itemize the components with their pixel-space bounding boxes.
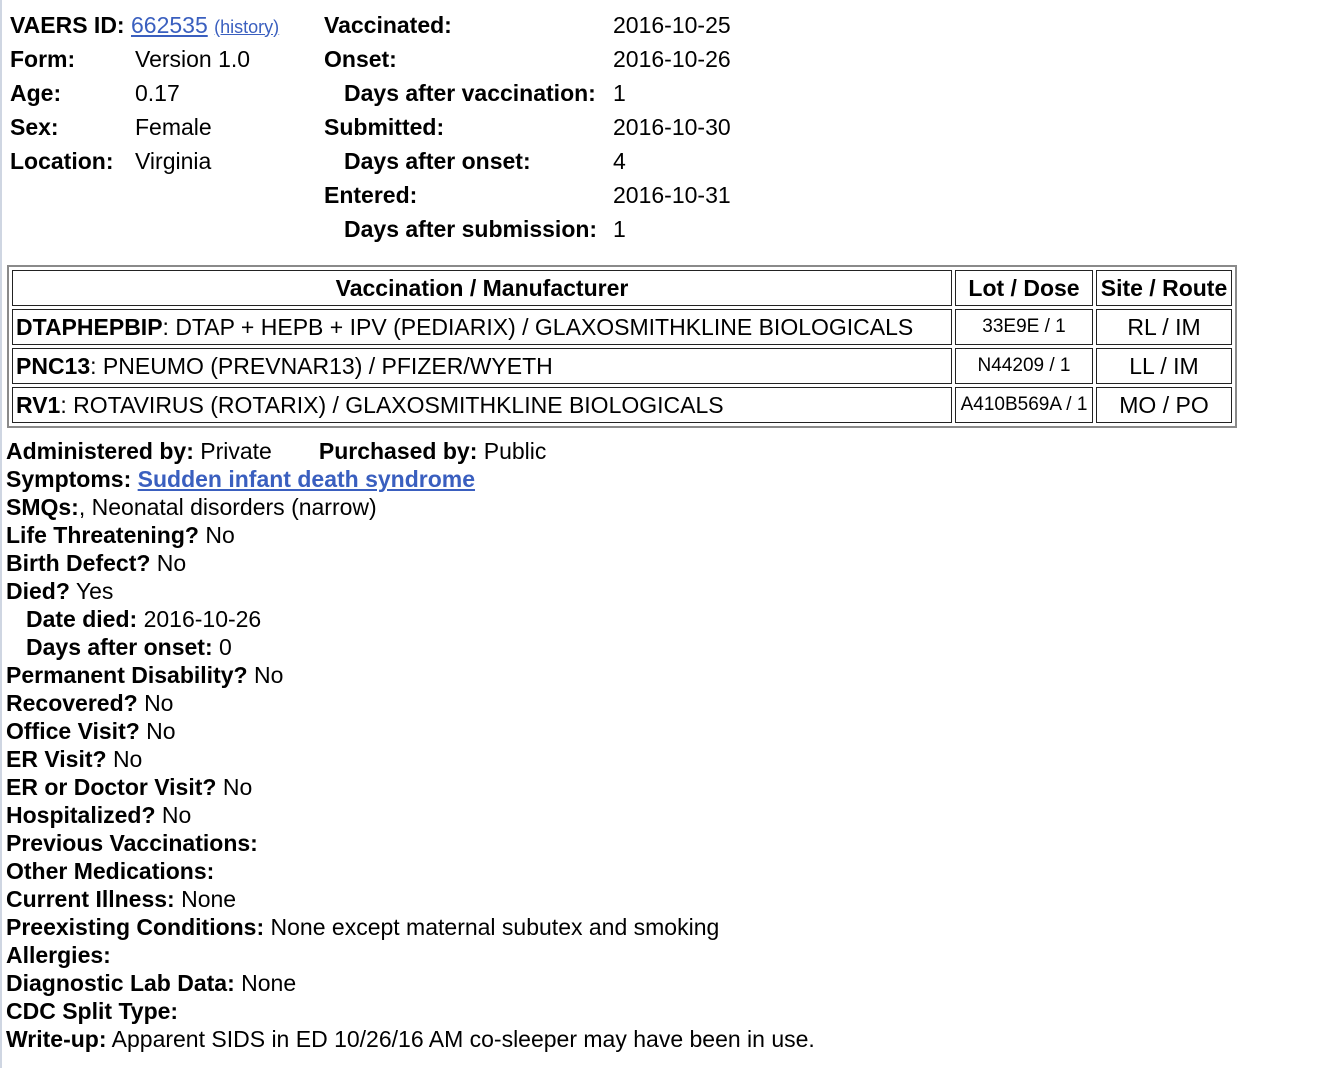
report-header xyxy=(10,8,731,246)
er-visit-value: No xyxy=(112,746,143,772)
vaccine-desc: : DTAP + HEPB + IPV (PEDIARIX) / GLAXOSMITHKLINE BIOLOGICALS xyxy=(162,313,914,340)
vaccine-cell xyxy=(12,309,952,345)
page-left-border xyxy=(0,0,2,1068)
vaccine-cell xyxy=(12,348,952,384)
permanent-disability-label: Permanent Disability? xyxy=(6,662,248,688)
days-after-onset-value: 4 xyxy=(613,147,626,174)
preexisting-conditions-row xyxy=(6,913,815,941)
vaccinated-label-cell xyxy=(294,8,613,42)
birth-defect-row xyxy=(6,549,815,577)
life-threatening-label: Life Threatening? xyxy=(6,522,199,548)
history-link[interactable]: (history) xyxy=(214,16,280,37)
vaccine-code: RV1 xyxy=(16,391,61,418)
submitted-label-cell xyxy=(294,110,613,144)
form-value: Version 1.0 xyxy=(135,45,251,72)
smqs-label: SMQs: xyxy=(6,494,79,520)
died-days-onset-label: Days after onset: xyxy=(26,634,213,660)
vaccinated-value: 2016-10-25 xyxy=(613,11,731,38)
sex-label-cell xyxy=(10,110,135,144)
diagnostic-lab-row xyxy=(6,969,815,997)
symptoms-row xyxy=(6,465,815,493)
write-up-value: Apparent SIDS in ED 10/26/16 AM co-sleeper may have been in use. xyxy=(111,1026,815,1052)
recovered-label: Recovered? xyxy=(6,690,138,716)
hospitalized-value: No xyxy=(161,802,192,828)
other-medications-row xyxy=(6,857,815,885)
birth-defect-label: Birth Defect? xyxy=(6,550,151,576)
location-value: Virginia xyxy=(135,147,212,174)
form-label-cell xyxy=(10,42,135,76)
purchased-value: Public xyxy=(483,438,547,464)
administered-label: Administered by: xyxy=(6,438,194,464)
col-header-site-route: Site / Route xyxy=(1096,270,1232,306)
smqs-value: , Neonatal disorders (narrow) xyxy=(78,494,377,520)
age-label: Age: xyxy=(10,79,62,106)
location-label-cell xyxy=(10,144,135,178)
lot-dose-cell: A410B569A / 1 xyxy=(955,387,1093,423)
onset-value: 2016-10-26 xyxy=(613,45,731,72)
lot-dose-cell: N44209 / 1 xyxy=(955,348,1093,384)
site-route-cell: LL / IM xyxy=(1096,348,1232,384)
permanent-disability-value: No xyxy=(253,662,284,688)
hospitalized-row xyxy=(6,801,815,829)
administered-value: Private xyxy=(200,438,272,464)
current-illness-value: None xyxy=(181,886,237,912)
days-after-sub-label-cell xyxy=(294,212,613,246)
vaers-id-link[interactable]: 662535 xyxy=(130,11,208,38)
vaccination-table xyxy=(7,265,1237,428)
died-row xyxy=(6,577,815,605)
died-label: Died? xyxy=(6,578,70,604)
days-after-onset-label-cell xyxy=(294,144,613,178)
died-value: Yes xyxy=(75,578,114,604)
preexisting-conditions-value: None except maternal subutex and smoking xyxy=(270,914,720,940)
er-doctor-visit-row xyxy=(6,773,815,801)
smqs-row xyxy=(6,493,815,521)
location-label: Location: xyxy=(10,147,114,174)
site-route-cell: MO / PO xyxy=(1096,387,1232,423)
vaccinated-label: Vaccinated: xyxy=(324,11,452,38)
vaers-id-cell xyxy=(10,8,294,42)
died-days-onset-row xyxy=(6,633,815,661)
entered-value: 2016-10-31 xyxy=(613,181,731,208)
onset-label-cell xyxy=(294,42,613,76)
died-days-onset-value: 0 xyxy=(219,634,232,660)
entered-label: Entered: xyxy=(324,181,418,208)
col-header-vaccination: Vaccination / Manufacturer xyxy=(12,270,952,306)
vaccine-code: DTAPHEPBIP xyxy=(16,313,163,340)
write-up-row xyxy=(6,1025,815,1053)
days-after-vacc-value: 1 xyxy=(613,79,626,106)
sex-label: Sex: xyxy=(10,113,59,140)
vaccine-cell xyxy=(12,387,952,423)
allergies-row xyxy=(6,941,815,969)
cdc-split-label: CDC Split Type: xyxy=(6,998,179,1024)
office-visit-row xyxy=(6,717,815,745)
other-medications-label: Other Medications: xyxy=(6,858,215,884)
previous-vaccinations-label: Previous Vaccinations: xyxy=(6,830,258,856)
write-up-label: Write-up: xyxy=(6,1026,107,1052)
report-details xyxy=(6,437,815,1053)
previous-vaccinations-row xyxy=(6,829,815,857)
recovered-row xyxy=(6,689,815,717)
submitted-label: Submitted: xyxy=(324,113,445,140)
er-visit-row xyxy=(6,745,815,773)
table-row xyxy=(12,387,1232,423)
permanent-disability-row xyxy=(6,661,815,689)
life-threatening-row xyxy=(6,521,815,549)
er-doctor-visit-value: No xyxy=(222,774,253,800)
birth-defect-value: No xyxy=(156,550,187,576)
lot-dose-cell: 33E9E / 1 xyxy=(955,309,1093,345)
age-label-cell xyxy=(10,76,135,110)
form-label: Form: xyxy=(10,45,76,72)
current-illness-row xyxy=(6,885,815,913)
sex-value: Female xyxy=(135,113,212,140)
vaccine-code: PNC13 xyxy=(16,352,91,379)
days-after-onset-label: Days after onset: xyxy=(344,147,531,174)
submitted-value: 2016-10-30 xyxy=(613,113,731,140)
date-died-value: 2016-10-26 xyxy=(143,606,262,632)
days-after-vacc-label-cell xyxy=(294,76,613,110)
er-visit-label: ER Visit? xyxy=(6,746,107,772)
current-illness-label: Current Illness: xyxy=(6,886,175,912)
symptoms-label: Symptoms: xyxy=(6,466,132,492)
preexisting-conditions-label: Preexisting Conditions: xyxy=(6,914,265,940)
vaccine-desc: : PNEUMO (PREVNAR13) / PFIZER/WYETH xyxy=(90,352,553,379)
vaccination-table-header xyxy=(12,270,1232,306)
onset-label: Onset: xyxy=(324,45,397,72)
recovered-value: No xyxy=(144,690,174,716)
office-visit-label: Office Visit? xyxy=(6,718,140,744)
life-threatening-value: No xyxy=(205,522,235,548)
site-route-cell: RL / IM xyxy=(1096,309,1232,345)
date-died-label: Date died: xyxy=(26,606,138,632)
symptom-link[interactable]: Sudden infant death syndrome xyxy=(137,466,476,492)
diagnostic-lab-label: Diagnostic Lab Data: xyxy=(6,970,235,996)
er-doctor-visit-label: ER or Doctor Visit? xyxy=(6,774,217,800)
administered-row xyxy=(6,437,815,465)
table-row xyxy=(12,348,1232,384)
hospitalized-label: Hospitalized? xyxy=(6,802,156,828)
col-header-lot-dose: Lot / Dose xyxy=(955,270,1093,306)
table-row xyxy=(12,309,1232,345)
date-died-row xyxy=(6,605,815,633)
office-visit-value: No xyxy=(146,718,176,744)
cdc-split-row xyxy=(6,997,815,1025)
vaccine-desc: : ROTAVIRUS (ROTARIX) / GLAXOSMITHKLINE BIOLOGICALS xyxy=(60,391,724,418)
allergies-label: Allergies: xyxy=(6,942,111,968)
age-value: 0.17 xyxy=(135,79,180,106)
days-after-sub-label: Days after submission: xyxy=(344,215,598,242)
days-after-sub-value: 1 xyxy=(613,215,626,242)
vaers-id-label: VAERS ID: xyxy=(10,11,125,38)
diagnostic-lab-value: None xyxy=(241,970,297,996)
days-after-vacc-label: Days after vaccination: xyxy=(344,79,596,106)
entered-label-cell xyxy=(294,178,613,212)
purchased-label: Purchased by: xyxy=(318,438,478,464)
